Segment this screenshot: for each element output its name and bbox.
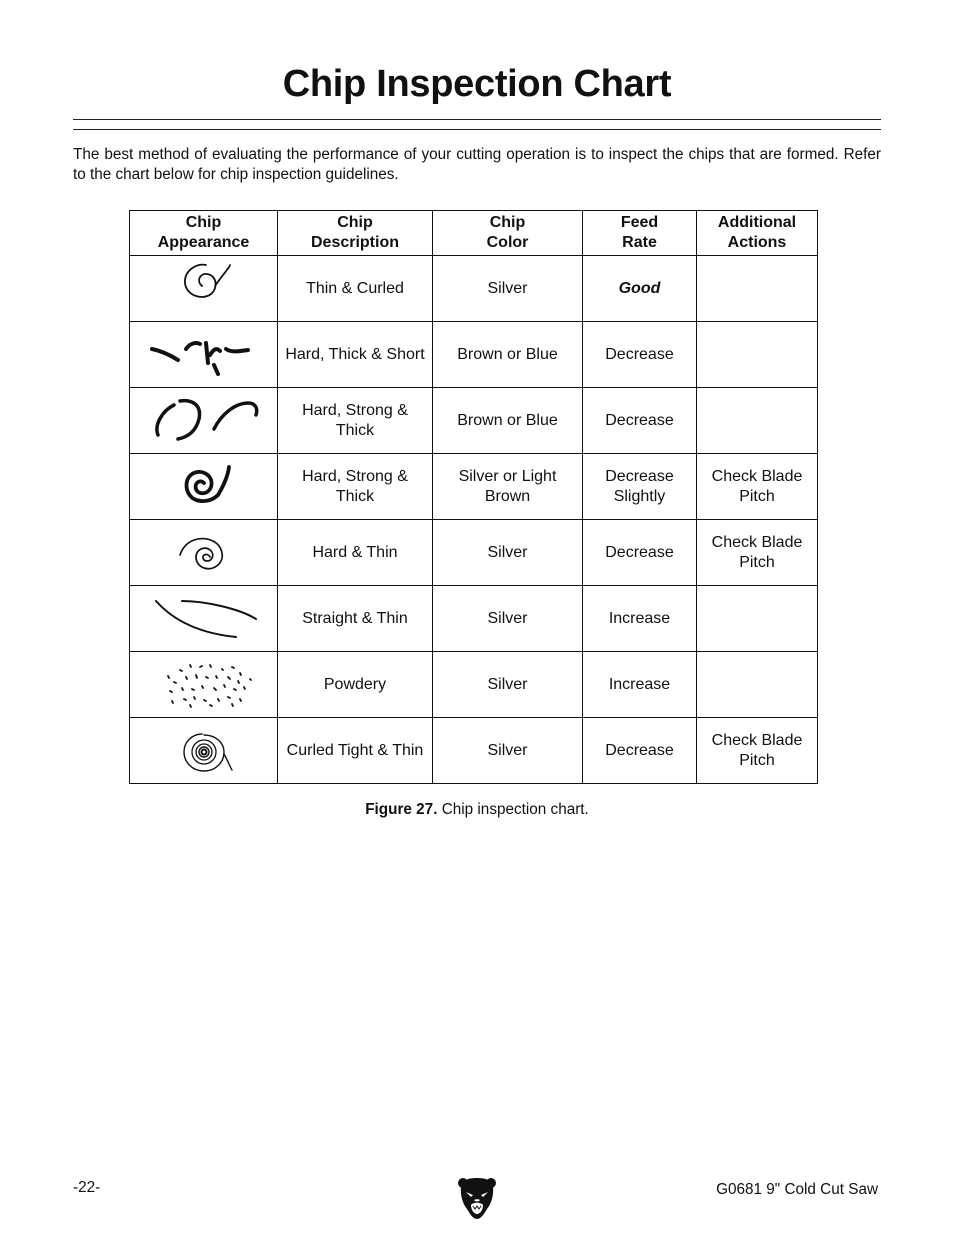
chip-description: Hard & Thin [278, 520, 433, 586]
additional-actions [697, 388, 818, 454]
additional-actions [697, 586, 818, 652]
additional-actions: Check Blade Pitch [697, 454, 818, 520]
header-chip-description: Chip Description [278, 211, 433, 256]
header-additional-actions: Additional Actions [697, 211, 818, 256]
table-row [130, 454, 818, 520]
additional-actions [697, 256, 818, 322]
chip-description: Hard, Strong & Thick [278, 454, 433, 520]
chip-description: Curled Tight & Thin [278, 718, 433, 784]
table-row [130, 520, 818, 586]
page-number: -22- [73, 1179, 101, 1196]
chip-color: Silver [433, 652, 583, 718]
header-feed-rate: Feed Rate [583, 211, 697, 256]
chip-description: Hard, Strong & Thick [278, 388, 433, 454]
short-thick-chips-icon [144, 325, 264, 385]
strong-thick-chips-icon [144, 391, 264, 451]
feed-rate: Decrease [583, 322, 697, 388]
chip-color: Brown or Blue [433, 322, 583, 388]
additional-actions [697, 322, 818, 388]
chip-inspection-table [129, 210, 818, 784]
feed-rate: Decrease [583, 718, 697, 784]
table-header-row [130, 211, 818, 256]
tight-thick-coil-icon [144, 457, 264, 517]
model-label: G0681 9" Cold Cut Saw [716, 1181, 878, 1198]
figure-caption: Figure 27. Chip inspection chart. [365, 801, 589, 818]
feed-rate: Increase [583, 586, 697, 652]
straight-thin-chips-icon [144, 589, 264, 649]
additional-actions: Check Blade Pitch [697, 520, 818, 586]
page-title: Chip Inspection Chart [282, 63, 672, 105]
feed-rate: Good [583, 256, 697, 322]
chip-description: Thin & Curled [278, 256, 433, 322]
feed-rate: Decrease Slightly [583, 454, 697, 520]
chip-color: Silver or Light Brown [433, 454, 583, 520]
additional-actions: Check Blade Pitch [697, 718, 818, 784]
feed-rate: Decrease [583, 520, 697, 586]
loose-curl-chip-icon [144, 259, 264, 319]
thin-spiral-chip-icon [144, 523, 264, 583]
chip-color: Silver [433, 718, 583, 784]
table-row [130, 586, 818, 652]
chip-color: Silver [433, 520, 583, 586]
table-row [130, 652, 818, 718]
intro-paragraph: The best method of evaluating the performance of your cutting operation is to inspect the chips that are formed. Refer to the chart below for chip inspection guidelines. [73, 146, 881, 183]
table-row [130, 256, 818, 322]
table-row [130, 718, 818, 784]
additional-actions [697, 652, 818, 718]
powder-chips-icon [144, 655, 264, 715]
tight-curl-chip-icon [144, 721, 264, 781]
feed-rate: Increase [583, 652, 697, 718]
title-rule-bottom [73, 129, 881, 130]
grizzly-bear-logo-icon [457, 1176, 497, 1220]
chip-color: Brown or Blue [433, 388, 583, 454]
table-row [130, 322, 818, 388]
feed-rate: Decrease [583, 388, 697, 454]
chip-description: Straight & Thin [278, 586, 433, 652]
header-chip-color: Chip Color [433, 211, 583, 256]
chip-description: Powdery [278, 652, 433, 718]
table-row [130, 388, 818, 454]
header-chip-appearance: Chip Appearance [130, 211, 278, 256]
chip-color: Silver [433, 256, 583, 322]
title-rule-top [73, 119, 881, 120]
chip-color: Silver [433, 586, 583, 652]
chip-description: Hard, Thick & Short [278, 322, 433, 388]
